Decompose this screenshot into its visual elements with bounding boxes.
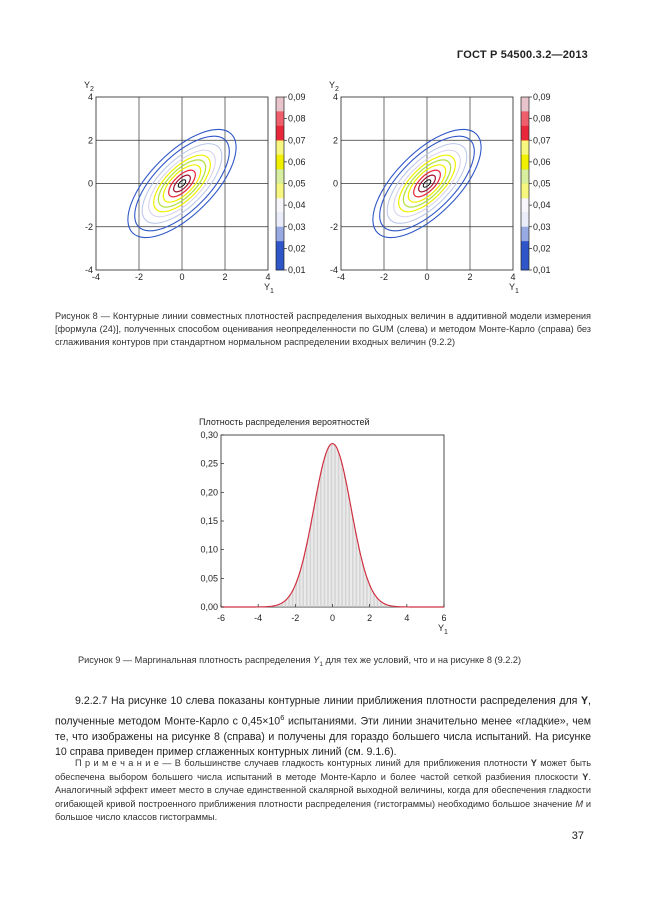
colorbar-tick-label: 0,04 [288,200,306,211]
histogram-bar [381,602,382,607]
histogram-bar [319,480,320,607]
x-tick-label: -6 [216,613,226,623]
histogram-bar [330,445,331,607]
x-tick-label: 4 [404,613,410,623]
histogram-bar [355,531,356,607]
x-axis-label: $Y_1$ [438,623,448,636]
histogram-bar [323,462,324,607]
histogram-bar [317,487,318,607]
y-tick-label: 0,30 [200,430,218,440]
histogram-bar [320,474,321,607]
colorbar-tick-label: 0,01 [288,265,306,275]
histogram-bar [300,568,301,607]
histogram-bar [352,517,353,607]
colorbar-tick-label: 0,03 [533,221,551,232]
x-tick-label: 6 [441,613,447,623]
histogram-bar [333,444,334,607]
x-tick-label: 0 [329,613,336,623]
histogram-bar [327,449,328,607]
histogram-bar [339,457,340,607]
histogram-bar [338,453,339,607]
histogram-bar [302,562,303,607]
histogram-bar [303,557,304,607]
x-tick-label: 0 [179,272,185,282]
colorbar-tick-label: 0,03 [288,221,306,232]
figure-9-caption: Рисунок 9 — Маргинальная плотность распределения $Y_1$ для тех же условий, что и на рисунке 8 (9.2.2) [78,655,522,668]
histogram-bar [376,597,377,607]
x-tick-label: 2 [222,272,228,282]
y-axis-label-sub: 2 [90,86,94,93]
y-tick-label: -4 [329,265,338,275]
histogram-bar [367,581,368,607]
y-tick-label: -2 [84,221,93,232]
histogram-bar [298,577,299,607]
histogram-bar [378,600,379,607]
histogram-bar [309,531,310,607]
histogram-bar [313,509,314,607]
y-tick-label: 0,25 [200,458,218,469]
histogram-bar [328,446,329,607]
x-tick-label: 2 [467,272,473,282]
chart-title: Плотность распределения вероятностей [199,417,370,427]
histogram-bar [334,445,335,607]
x-axis-label-sub: 1 [444,629,448,636]
histogram-bar [292,590,293,607]
y-tick-label: 0 [87,178,93,189]
histogram-bar [373,593,374,607]
page-number: 37 [571,830,584,842]
colorbar-tick-label: 0,02 [288,243,306,254]
histogram-bar [353,524,354,607]
y-axis-label: $Y_2$ [84,80,94,93]
histogram-bar [365,572,366,607]
y-tick-label: 0,20 [200,487,218,498]
histogram-bar [337,449,338,607]
paragraph-9-2-2-7: 9.2.2.7 На рисунке 10 слева показаны контурные линии приближения плотности распределения для Y, полученные методом Монте-Карло с $0,45\times 10^6$ испытаниями. Эти линии значительно менее «гладкие», чем те, что изображены на рисунке 8 (справа) и получены для гораздо большего числа испытаний. На рисунке 10 справа приведен пример сглаженных контурных линий (см. 9.1.6). [55,695,591,759]
histogram-bar [335,446,336,607]
colorbar-tick-label: 0,08 [288,113,306,124]
y-tick-label: 2 [87,135,93,146]
x-tick-label: 4 [265,272,271,282]
y-tick-label: 0,15 [200,516,218,526]
histogram-bar [314,502,315,607]
histogram-bar [307,538,308,607]
colorbar-tick-label: 0,01 [533,265,551,275]
histogram-bar [377,599,378,607]
y-tick-label: 0,05 [200,573,218,584]
y-tick-label: 0,00 [200,602,218,612]
histogram-bar [293,588,294,607]
x-tick-label: -4 [91,272,101,282]
histogram-bar [351,509,352,607]
histogram-bar [366,577,367,607]
histogram-bar [348,494,349,607]
y-tick-label: 0,10 [200,544,218,555]
colorbar-tick-label: 0,07 [533,135,551,146]
y-tick-label: 2 [332,135,338,146]
histogram-bar [360,557,361,607]
histogram-bar [305,551,306,607]
x-axis-label-sub: 1 [270,288,274,295]
y-tick-label: 0 [332,178,338,189]
colorbar-tick-label: 0,02 [533,243,551,254]
x-axis-label-sub: 1 [515,288,519,295]
histogram-bar [346,487,347,607]
histogram-bar [374,595,375,607]
y-tick-label: 4 [87,92,93,102]
histogram-bar [331,444,332,607]
histogram-bar [316,494,317,607]
x-tick-label: 4 [510,272,516,282]
histogram-bar [310,524,311,607]
histogram-bar [349,502,350,607]
x-axis-label: $Y_1$ [264,282,274,295]
histogram-bar [342,468,343,607]
histogram-bar [358,545,359,607]
x-tick-label: -4 [336,272,346,282]
histogram-bar [345,480,346,607]
histogram-bar [296,581,297,607]
histogram-bar [306,545,307,607]
colorbar-tick-label: 0,07 [288,135,306,146]
x-tick-label: -4 [254,613,263,623]
colorbar-tick-label: 0,04 [533,200,551,211]
histogram-bar [380,601,381,607]
histogram-bar [369,584,370,607]
histogram-bar [344,474,345,607]
colorbar-tick-label: 0,06 [533,156,551,167]
x-tick-label: -2 [134,272,144,282]
histogram-bar [291,593,292,607]
y-tick-label: -4 [84,265,93,275]
histogram-bar [312,517,313,607]
note: П р и м е ч а н и е — В большинстве случаев гладкость контурных линий для приближения плотности Y может быть обеспечена выбором большего числа испытаний в методе Монте-Карло и более частой сеткой разбиения плоскости Y. Аналогичный эффект имеет место в случае единственной скалярной выходной величины, когда для обеспечения гладкости огибающей кривой построенного приближения плотности распределения (гистограммы) необходимо большое значение M и большое число классов гистограммы. [55,758,592,822]
histogram-bar [356,538,357,607]
colorbar-tick-label: 0,05 [533,178,551,189]
histogram-bar [299,572,300,607]
histogram-bar [295,584,296,607]
y-axis-label-sub: 2 [335,86,339,93]
histogram-bar [363,568,364,607]
x-tick-label: 0 [424,272,430,282]
colorbar-tick-label: 0,09 [288,92,306,102]
y-tick-label: -2 [329,221,338,232]
document-header: ГОСТ Р 54500.3.2—2013 [456,49,588,61]
x-tick-label: -2 [379,272,389,282]
histogram-bar [324,457,325,607]
x-tick-label: 2 [367,613,373,623]
figure-8-caption: Рисунок 8 — Контурные линии совместных плотностей распределения выходных величин в аддитивной модели измерения [формула (24)], полученных способом оценивания неопределенности по GUM (слева) и методом Монте-Карло (справа) без сглаживания контуров при стандартном нормальном распределении входных величин (9.2.2) [55,311,591,347]
histogram-bar [362,562,363,607]
colorbar-tick-label: 0,06 [288,156,306,167]
x-tick-label: -2 [291,613,300,623]
y-tick-label: 4 [332,92,338,102]
colorbar-tick-label: 0,05 [288,178,306,189]
histogram-bar [372,590,373,607]
x-axis-label: $Y_1$ [509,282,519,295]
histogram-bar [321,468,322,607]
colorbar-tick-label: 0,09 [533,92,551,102]
colorbar-tick-label: 0,08 [533,113,551,124]
y-axis-label: $Y_2$ [329,80,339,93]
histogram-bar [341,462,342,607]
histogram-bar [326,453,327,607]
histogram-bar [370,588,371,607]
histogram-bar [359,551,360,607]
